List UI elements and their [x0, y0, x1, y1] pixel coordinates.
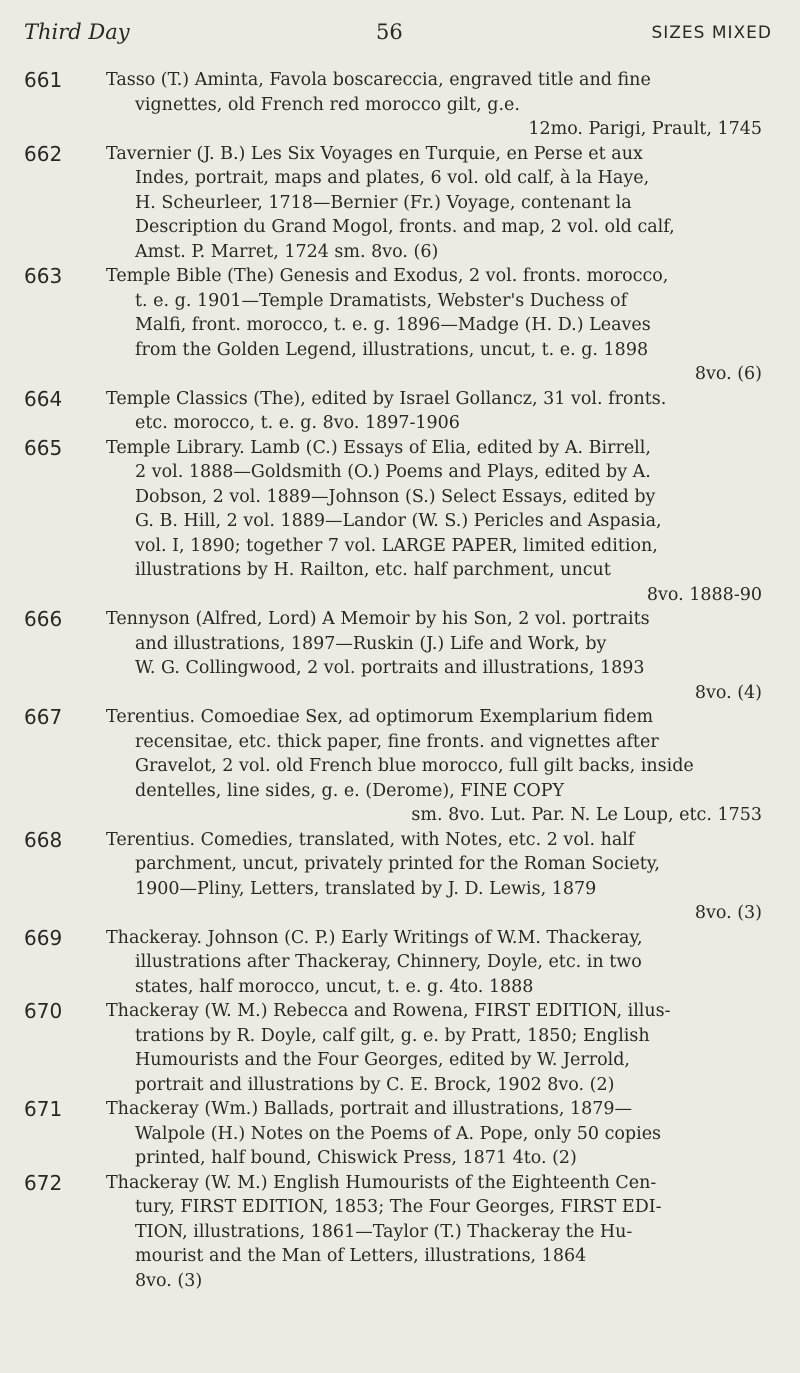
lot-description-line: illustrations by H. Railton, etc. half parchment, uncut: [135, 560, 611, 580]
lot-description-line: TION, illustrations, 1861—Taylor (T.) Thackeray the Hu-: [135, 1221, 633, 1242]
lot-entry: [0, 436, 800, 608]
lot-number: 664: [24, 386, 63, 411]
lot-description-line: recensitae, etc. thick paper, fine fronts. and vignettes after: [135, 731, 659, 752]
lot-number: 662: [24, 141, 63, 166]
lot-description-line: printed, half bound, Chiswick Press, 1871 4to. (2): [135, 1148, 577, 1168]
lot-description-line: Terentius. Comoediae Sex, ad optimorum Exemplarium fidem: [106, 707, 654, 727]
lot-entry: [0, 607, 800, 705]
lot-description-line: 8vo. (3): [135, 1270, 203, 1291]
lot-description-line: Tavernier (J. B.) Les Six Voyages en Turquie, en Perse et aux: [106, 143, 643, 164]
lot-number: 671: [24, 1097, 63, 1121]
lot-description-line: vol. I, 1890; together 7 vol. LARGE PAPER, limited edition,: [135, 535, 658, 556]
lot-description-line: H. Scheurleer, 1718—Bernier (Fr.) Voyage, contenant la: [135, 192, 632, 213]
lot-description-line: Temple Library. Lamb (C.) Essays of Elia, edited by A. Birrell,: [106, 437, 651, 458]
lot-list: [0, 68, 800, 1293]
lot-description-line: portrait and illustrations by C. E. Brock, 1902 8vo. (2): [135, 1074, 615, 1095]
lot-number: 668: [24, 827, 63, 852]
lot-number: 661: [24, 68, 63, 92]
lot-description-line: Humourists and the Four Georges, edited by W. Jerrold,: [135, 1050, 630, 1070]
lot-description-line: Walpole (H.) Notes on the Poems of A. Pope, only 50 copies: [135, 1123, 662, 1144]
lot-description-line: Malfi, front. morocco, t. e. g. 1896—Madge (H. D.) Leaves: [135, 315, 651, 335]
lot-description-line: 8vo. (4): [694, 682, 762, 703]
lot-entry: [0, 705, 800, 828]
lot-entry: [0, 68, 800, 142]
lot-description-line: mourist and the Man of Letters, illustrations, 1864: [135, 1246, 587, 1266]
lot-description-line: 1900—Pliny, Letters, translated by J. D. Lewis, 1879: [135, 878, 597, 899]
lot-description-line: Terentius. Comedies, translated, with Notes, etc. 2 vol. half: [106, 829, 635, 850]
page-header: [24, 20, 772, 50]
lot-number: 666: [24, 607, 63, 631]
lot-number: 672: [24, 1170, 63, 1195]
lot-entry: [0, 828, 800, 926]
lot-description-line: and illustrations, 1897—Ruskin (J.) Life and Work, by: [135, 633, 607, 654]
lot-number: 665: [24, 435, 63, 460]
lot-entry: [0, 142, 800, 265]
lot-description-line: Tennyson (Alfred, Lord) A Memoir by his Son, 2 vol. portraits: [106, 609, 650, 629]
lot-description-line: 8vo. (3): [694, 903, 762, 923]
lot-number: 663: [24, 264, 63, 288]
header-section: SIZES MIXED: [651, 23, 772, 43]
lot-description-line: Thackeray (W. M.) English Humourists of the Eighteenth Cen-: [106, 1172, 657, 1193]
lot-description-line: parchment, uncut, privately printed for the Roman Society,: [135, 854, 660, 874]
lot-description-line: vignettes, old French red morocco gilt, g.e.: [135, 94, 520, 115]
lot-description-line: Description du Grand Mogol, fronts. and map, 2 vol. old calf,: [135, 217, 675, 237]
lot-description-line: illustrations after Thackeray, Chinnery, Doyle, etc. in two: [135, 952, 642, 972]
lot-description-line: from the Golden Legend, illustrations, uncut, t. e. g. 1898: [135, 339, 649, 360]
lot-description-line: etc. morocco, t. e. g. 8vo. 1897-1906: [135, 413, 460, 433]
lot-description-line: 8vo. 1888-90: [646, 584, 762, 605]
lot-entry: [0, 1097, 800, 1171]
lot-description-line: Tasso (T.) Aminta, Favola boscareccia, engraved title and fine: [106, 70, 651, 90]
page-number: 56: [376, 20, 403, 44]
lot-description-line: 2 vol. 1888—Goldsmith (O.) Poems and Plays, edited by A.: [135, 462, 651, 482]
lot-description-line: states, half morocco, uncut, t. e. g. 4to. 1888: [135, 976, 534, 997]
lot-number: 667: [24, 705, 63, 729]
lot-description-line: Thackeray (Wm.) Ballads, portrait and illustrations, 1879—: [106, 1099, 633, 1119]
lot-description-line: tury, FIRST EDITION, 1853; The Four Georges, FIRST EDI-: [135, 1197, 662, 1217]
lot-description-line: Thackeray. Johnson (C. P.) Early Writings of W.M. Thackeray,: [106, 927, 643, 948]
lot-entry: [0, 999, 800, 1097]
lot-description-line: t. e. g. 1901—Temple Dramatists, Webster's Duchess of: [135, 290, 628, 311]
lot-description-line: G. B. Hill, 2 vol. 1889—Landor (W. S.) Pericles and Aspasia,: [135, 511, 662, 531]
header-day: Third Day: [24, 20, 130, 44]
lot-description-line: Amst. P. Marret, 1724 sm. 8vo. (6): [135, 241, 439, 262]
lot-entry: [0, 926, 800, 1000]
lot-description-line: Thackeray (W. M.) Rebecca and Rowena, FIRST EDITION, illus-: [106, 1001, 671, 1021]
lot-entry: [0, 264, 800, 387]
lot-description-line: Indes, portrait, maps and plates, 6 vol. old calf, à la Haye,: [135, 168, 650, 188]
lot-description-line: W. G. Collingwood, 2 vol. portraits and illustrations, 1893: [135, 658, 645, 678]
lot-description-line: Dobson, 2 vol. 1889—Johnson (S.) Select Essays, edited by: [135, 486, 656, 507]
lot-description-line: sm. 8vo. Lut. Par. N. Le Loup, etc. 1753: [411, 805, 762, 825]
lot-description-line: dentelles, line sides, g. e. (Derome), FINE COPY: [135, 780, 565, 801]
lot-number: 670: [24, 999, 63, 1023]
lot-description-line: Temple Classics (The), edited by Israel Gollancz, 31 vol. fronts.: [106, 388, 667, 409]
lot-description-line: trations by R. Doyle, calf gilt, g. e. by Pratt, 1850; English: [135, 1025, 650, 1046]
lot-entry: [0, 1171, 800, 1294]
lot-description-line: 8vo. (6): [694, 364, 762, 384]
lot-description-line: 12mo. Parigi, Prault, 1745: [528, 119, 762, 139]
lot-number: 669: [24, 925, 63, 950]
lot-description-line: Gravelot, 2 vol. old French blue morocco, full gilt backs, inside: [135, 756, 694, 776]
lot-entry: [0, 387, 800, 436]
lot-description-line: Temple Bible (The) Genesis and Exodus, 2 vol. fronts. morocco,: [106, 266, 669, 286]
